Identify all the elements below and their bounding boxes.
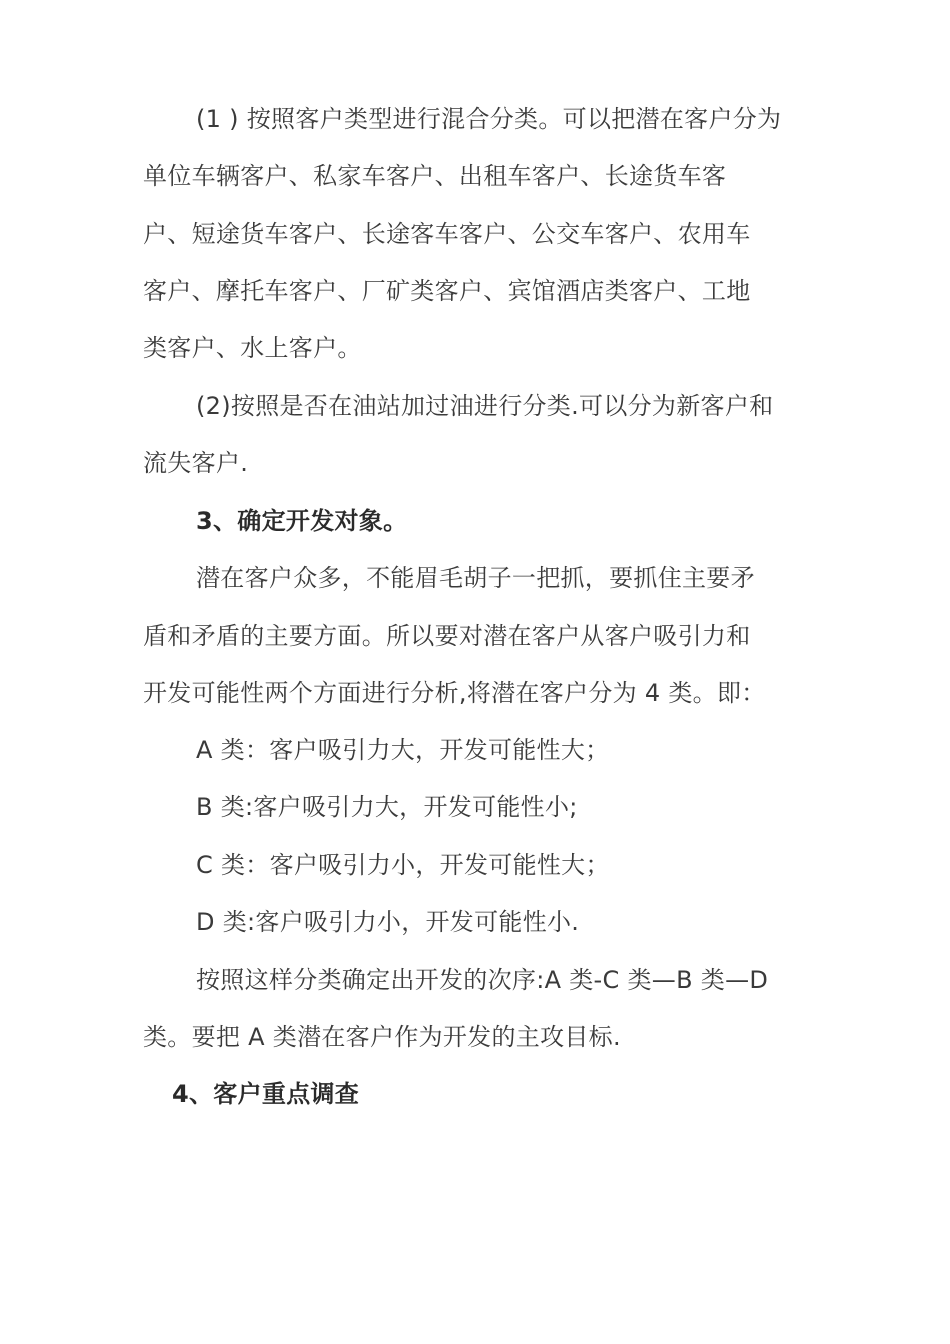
list-item: D 类:客户吸引力小，开发可能性小.	[196, 908, 580, 936]
paragraph-line: 单位车辆客户、私家车客户、出租车客户、长途货车客	[143, 162, 727, 190]
section-heading: 4、客户重点调查	[172, 1080, 360, 1108]
paragraph-line: 客户、摩托车客户、厂矿类客户、宾馆酒店类客户、工地	[143, 277, 751, 305]
paragraph-line: (1 ) 按照客户类型进行混合分类。可以把潜在客户分为	[196, 105, 782, 133]
paragraph-line: 类客户、水上客户。	[143, 334, 362, 362]
paragraph-line: 潜在客户众多，不能眉毛胡子一把抓，要抓住主要矛	[196, 564, 755, 592]
list-item: B 类:客户吸引力大，开发可能性小;	[196, 793, 578, 821]
paragraph-line: (2)按照是否在油站加过油进行分类.可以分为新客户和	[196, 392, 774, 420]
paragraph-line: 流失客户.	[143, 449, 249, 477]
paragraph-line: 盾和矛盾的主要方面。所以要对潜在客户从客户吸引力和	[143, 622, 751, 650]
paragraph-line: 类。要把 A 类潜在客户作为开发的主攻目标.	[143, 1023, 621, 1051]
paragraph-line: 户、短途货车客户、长途客车客户、公交车客户、农用车	[143, 220, 751, 248]
list-item: A 类：客户吸引力大，开发可能性大；	[196, 736, 610, 764]
list-item: C 类：客户吸引力小，开发可能性大；	[196, 851, 610, 879]
paragraph-line: 开发可能性两个方面进行分析,将潜在客户分为 4 类。即：	[143, 679, 766, 707]
paragraph-line: 按照这样分类确定出开发的次序:A 类-C 类—B 类—D	[196, 966, 769, 994]
section-heading: 3、确定开发对象。	[196, 507, 408, 535]
